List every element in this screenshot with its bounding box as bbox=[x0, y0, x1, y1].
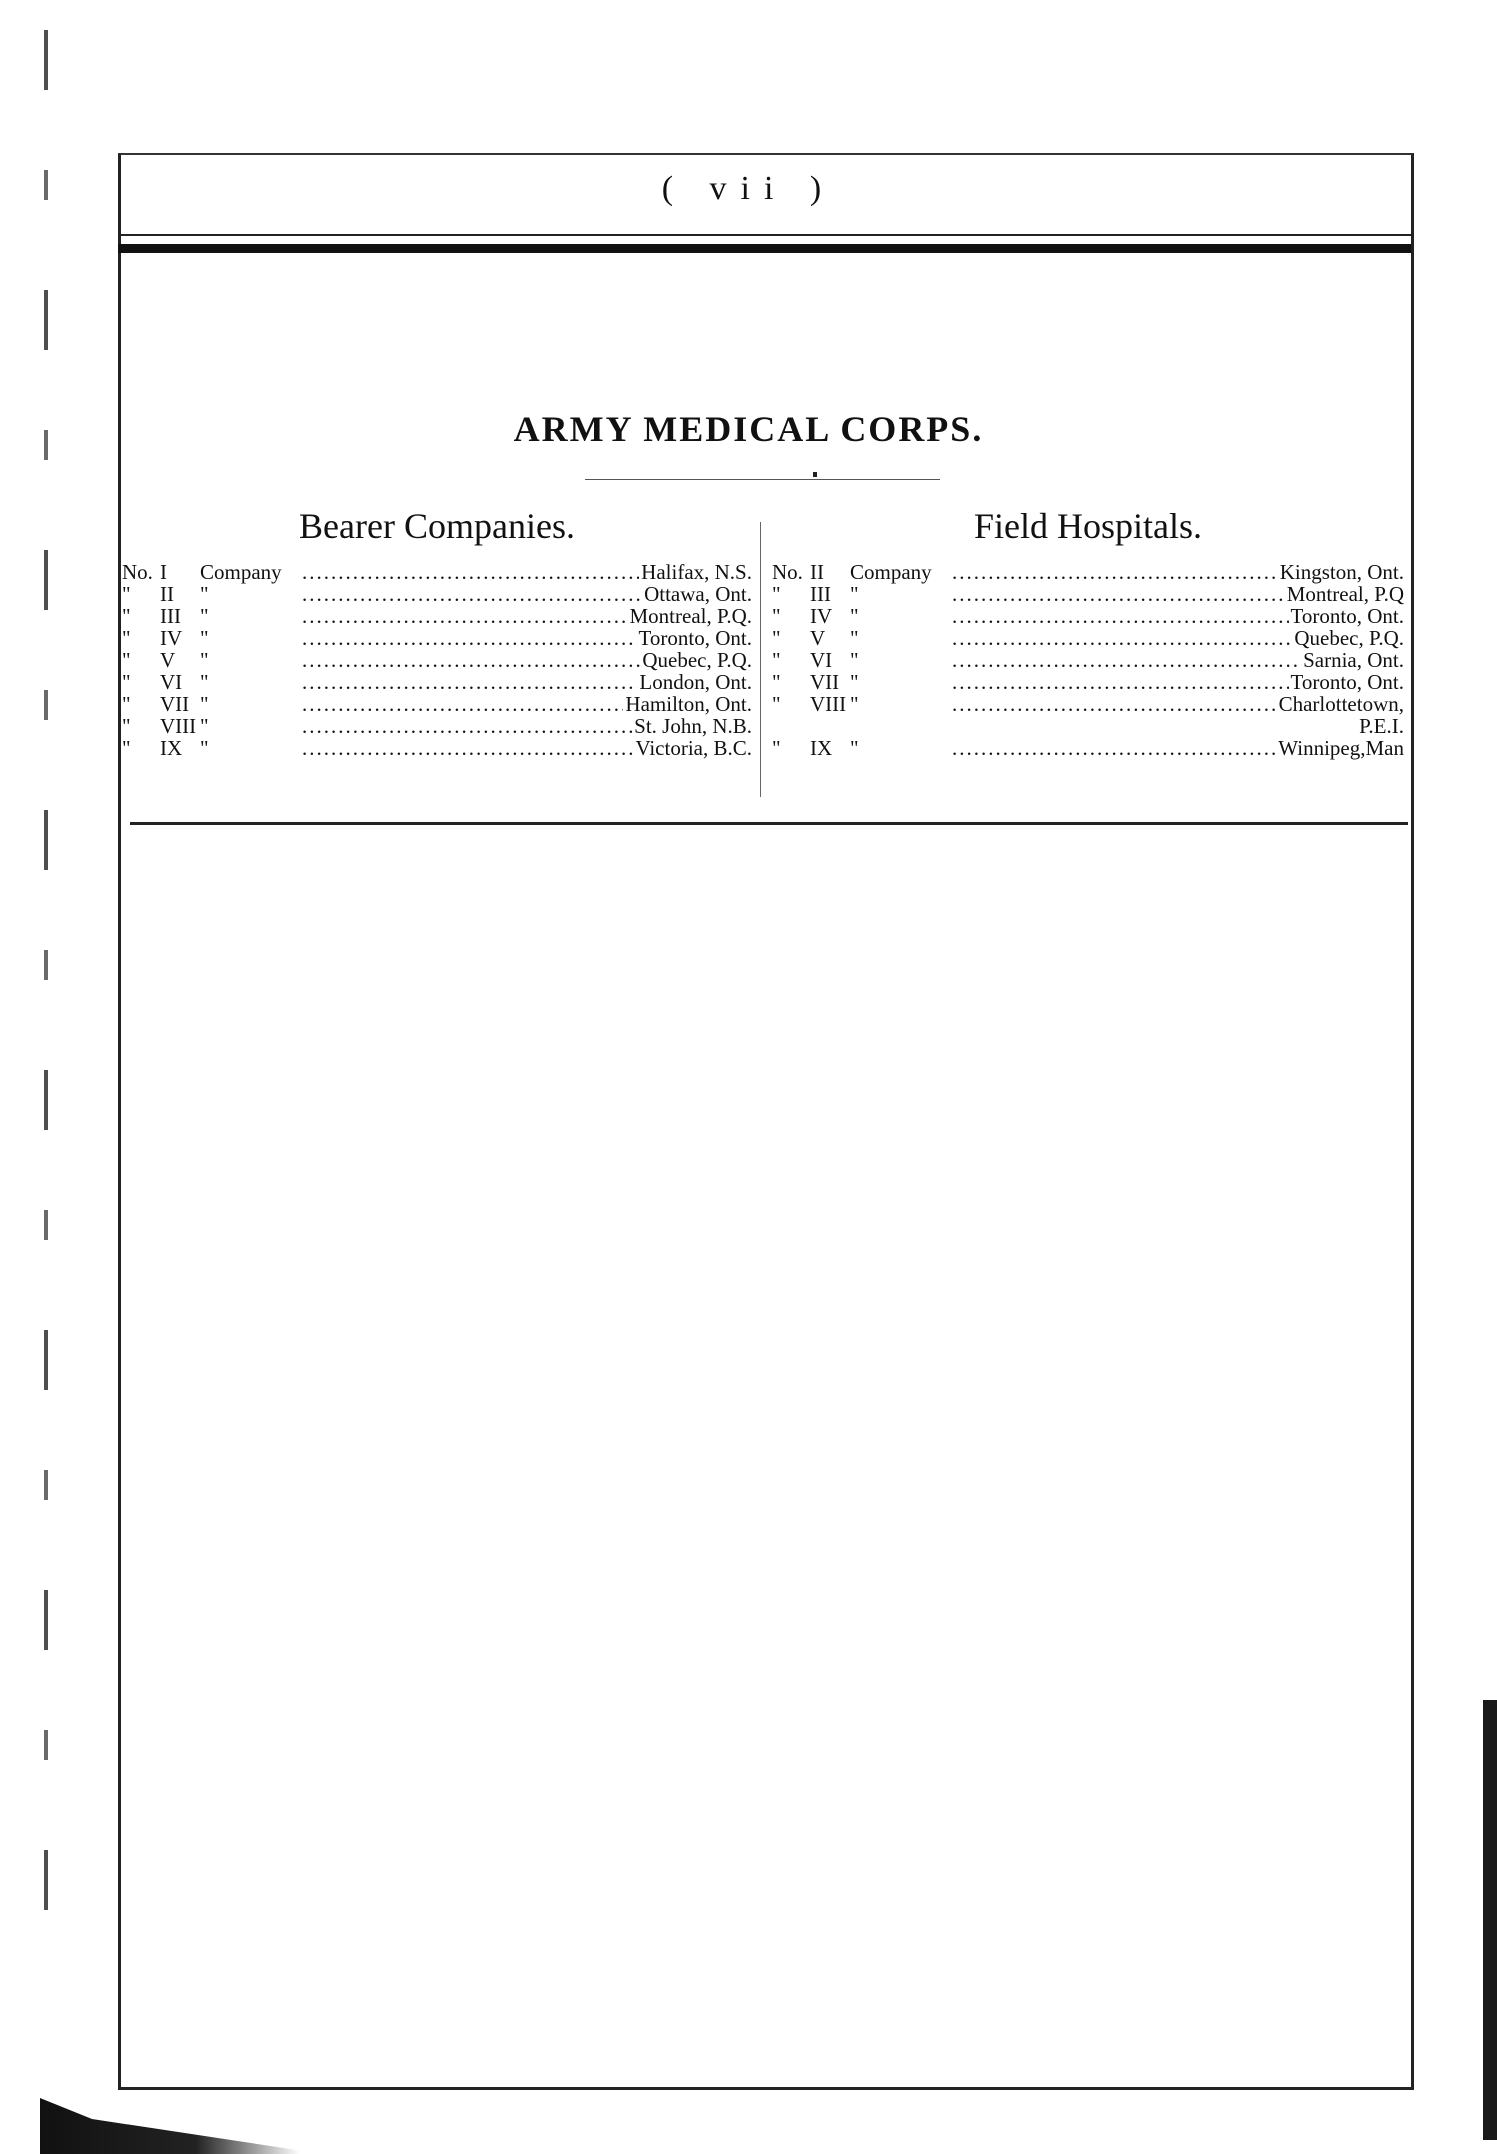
entry-number: V bbox=[160, 648, 176, 672]
entry-word: " bbox=[850, 604, 859, 628]
dot-leader bbox=[952, 649, 1301, 671]
list-item bbox=[122, 693, 752, 715]
entry-word: " bbox=[200, 604, 209, 628]
entry-prefix: " bbox=[772, 670, 781, 694]
entry-prefix: " bbox=[122, 736, 131, 760]
bearer-companies-list bbox=[122, 561, 752, 759]
entry-location: Toronto, Ont. bbox=[1290, 604, 1404, 628]
dot-leader bbox=[952, 561, 1278, 583]
dot-leader bbox=[952, 627, 1292, 649]
entry-word: " bbox=[850, 582, 859, 606]
entry-prefix: No. bbox=[122, 560, 153, 584]
entry-location: Kingston, Ont. bbox=[1279, 560, 1404, 584]
header-thin-rule bbox=[118, 234, 1411, 236]
list-item bbox=[772, 605, 1404, 627]
entry-number: II bbox=[810, 560, 824, 584]
entry-location: Halifax, N.S. bbox=[641, 560, 752, 584]
list-item bbox=[772, 671, 1404, 693]
entry-prefix: " bbox=[122, 714, 131, 738]
dot-leader bbox=[302, 649, 640, 671]
entry-location: Hamilton, Ont. bbox=[625, 692, 752, 716]
entry-word: " bbox=[850, 648, 859, 672]
dot-leader bbox=[302, 715, 632, 737]
list-item bbox=[122, 671, 752, 693]
section-bottom-rule bbox=[130, 822, 1408, 825]
entry-location: Sarnia, Ont. bbox=[1303, 648, 1404, 672]
entry-number: VI bbox=[160, 670, 183, 694]
entry-number: III bbox=[810, 582, 831, 606]
list-item bbox=[122, 583, 752, 605]
list-item bbox=[122, 715, 752, 737]
entry-number: IX bbox=[160, 736, 183, 760]
entry-number: III bbox=[160, 604, 181, 628]
entry-prefix: " bbox=[772, 604, 781, 628]
entry-location: Charlottetown, bbox=[1278, 692, 1404, 716]
entry-number: VII bbox=[810, 670, 840, 694]
dot-leader bbox=[952, 583, 1285, 605]
bearer-companies-heading: Bearer Companies. bbox=[299, 506, 575, 546]
entry-number: I bbox=[160, 560, 167, 584]
entry-location: Ottawa, Ont. bbox=[644, 582, 752, 606]
entry-word: " bbox=[200, 714, 209, 738]
field-hospitals-heading: Field Hospitals. bbox=[973, 506, 1202, 546]
entry-prefix: " bbox=[122, 604, 131, 628]
entry-word: Company bbox=[850, 560, 932, 584]
dot-leader bbox=[952, 737, 1276, 759]
list-item bbox=[122, 649, 752, 671]
entry-prefix: " bbox=[772, 648, 781, 672]
entry-number: VIII bbox=[810, 692, 847, 716]
dot-leader bbox=[952, 671, 1289, 693]
entry-prefix: " bbox=[772, 582, 781, 606]
scan-corner-shadow bbox=[40, 2084, 300, 2154]
list-item bbox=[772, 649, 1404, 671]
list-item bbox=[122, 561, 752, 583]
header-thick-rule bbox=[118, 244, 1411, 253]
entry-location: Quebec, P.Q. bbox=[642, 648, 752, 672]
dot-leader bbox=[302, 671, 637, 693]
entry-location: St. John, N.B. bbox=[634, 714, 752, 738]
entry-number: II bbox=[160, 582, 174, 606]
entry-word: " bbox=[850, 692, 859, 716]
field-hospitals-list bbox=[772, 561, 1404, 759]
entry-word: " bbox=[200, 692, 209, 716]
entry-location: Montreal, P.Q. bbox=[629, 604, 752, 628]
entry-location: Toronto, Ont. bbox=[638, 626, 752, 650]
entry-word: " bbox=[200, 670, 209, 694]
dot-leader bbox=[302, 605, 628, 627]
dot-leader bbox=[302, 693, 623, 715]
entry-word: " bbox=[850, 736, 859, 760]
dot-leader bbox=[302, 737, 633, 759]
entry-number: VI bbox=[810, 648, 833, 672]
entry-word: " bbox=[200, 736, 209, 760]
entry-word: " bbox=[850, 626, 859, 650]
entry-word: Company bbox=[200, 560, 282, 584]
column-divider bbox=[760, 522, 761, 797]
entry-word: " bbox=[850, 670, 859, 694]
dot-leader bbox=[952, 605, 1289, 627]
entry-prefix: No. bbox=[772, 560, 803, 584]
title-rule bbox=[585, 479, 940, 480]
entry-number: IV bbox=[810, 604, 833, 628]
list-item bbox=[122, 605, 752, 627]
entry-location: Montreal, P.Q bbox=[1286, 582, 1404, 606]
list-item bbox=[772, 583, 1404, 605]
entry-location: Toronto, Ont. bbox=[1290, 670, 1404, 694]
list-item bbox=[122, 627, 752, 649]
entry-prefix: " bbox=[772, 626, 781, 650]
entry-number: VII bbox=[160, 692, 190, 716]
dot-leader bbox=[302, 627, 637, 649]
entry-prefix: " bbox=[772, 692, 781, 716]
entry-location: Winnipeg,Man bbox=[1278, 736, 1404, 760]
list-item bbox=[122, 737, 752, 759]
page-number: ( vii ) bbox=[661, 170, 836, 207]
entry-prefix: " bbox=[122, 670, 131, 694]
dot-leader bbox=[302, 561, 639, 583]
entry-prefix: " bbox=[772, 736, 781, 760]
entry-location-continued: P.E.I. bbox=[1359, 714, 1404, 738]
entry-prefix: " bbox=[122, 648, 131, 672]
title-ornament bbox=[813, 472, 817, 477]
entry-location: Victoria, B.C. bbox=[635, 736, 752, 760]
dot-leader bbox=[302, 583, 642, 605]
entry-word: " bbox=[200, 582, 209, 606]
entry-location: Quebec, P.Q. bbox=[1294, 626, 1404, 650]
entry-word: " bbox=[200, 648, 209, 672]
entry-location: London, Ont. bbox=[639, 670, 752, 694]
list-item bbox=[772, 737, 1404, 759]
entry-prefix: " bbox=[122, 582, 131, 606]
entry-number: V bbox=[810, 626, 826, 650]
page-title: ARMY MEDICAL CORPS. bbox=[513, 409, 984, 449]
scan-edge-right bbox=[1483, 1700, 1497, 2140]
entry-prefix: " bbox=[122, 692, 131, 716]
scan-edge-left bbox=[44, 30, 48, 1930]
entry-prefix: " bbox=[122, 626, 131, 650]
entry-word: " bbox=[200, 626, 209, 650]
dot-leader bbox=[952, 693, 1277, 715]
list-item bbox=[772, 693, 1404, 715]
bearer-companies-column bbox=[122, 505, 752, 759]
list-item bbox=[772, 627, 1404, 649]
list-item bbox=[772, 561, 1404, 583]
field-hospitals-column bbox=[772, 505, 1404, 759]
entry-number: IX bbox=[810, 736, 833, 760]
entry-number: IV bbox=[160, 626, 183, 650]
entry-number: VIII bbox=[160, 714, 197, 738]
